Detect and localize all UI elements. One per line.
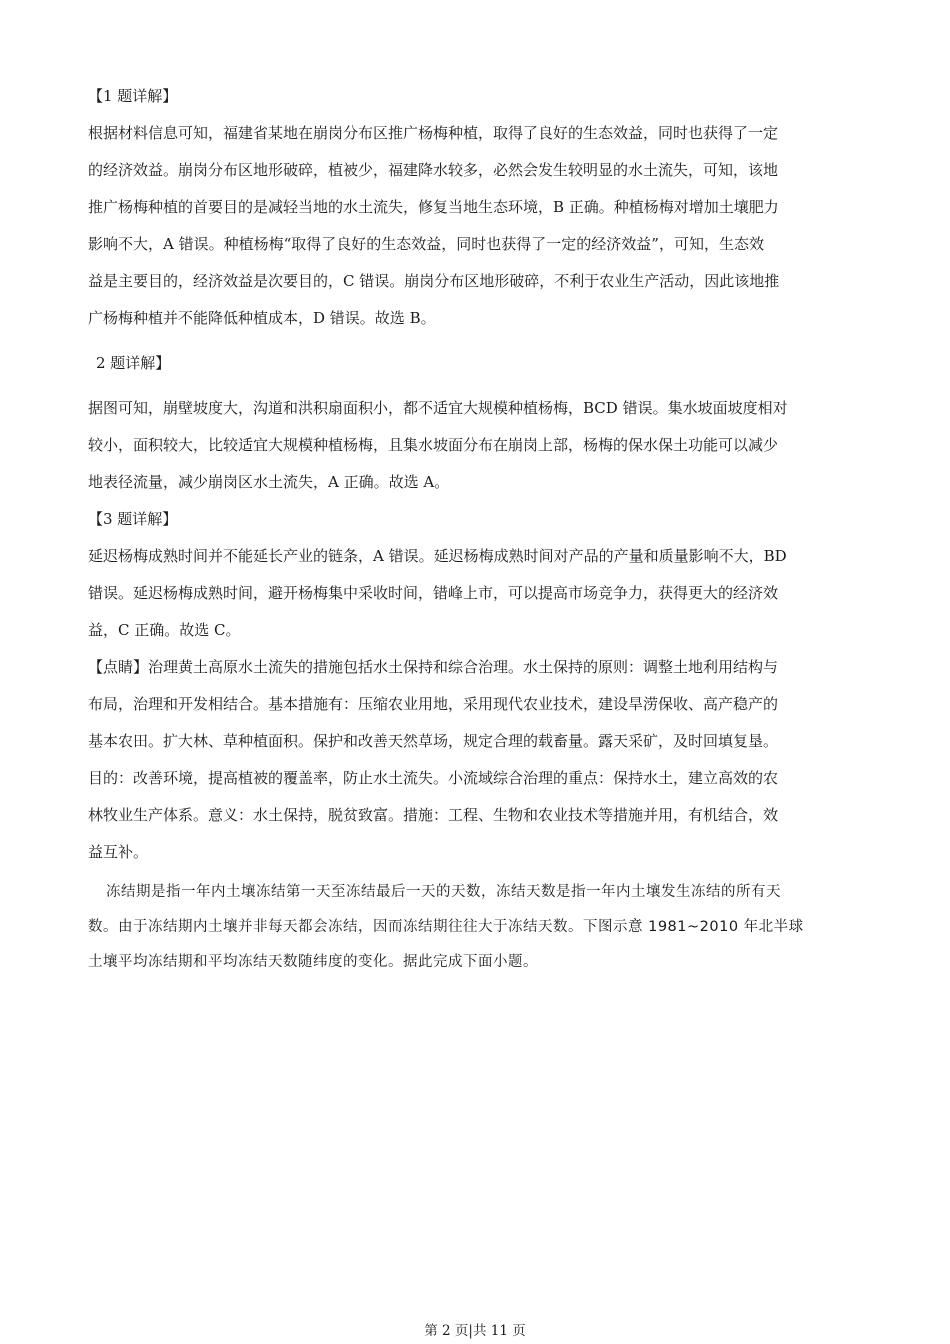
section3-line-3: 益，C 正确。故选 C。 [88,621,241,639]
tip-label: 【点睛】 [88,658,149,676]
tip-line-1 [88,649,864,686]
tip-line-6: 益互补。 [88,843,149,861]
section3-line-2: 错误。延迟杨梅成熟时间，避开杨梅集中采收时间，错峰上市，可以提高市场竞争力，获得更大的经济效 [88,584,779,602]
page-footer: 第 2 页|共 11 页 [424,1323,526,1339]
section2-line-2: 较小，面积较大，比较适宜大规模种植杨梅，且集水坡面分布在崩岗上部，杨梅的保水保土功能可以减少 [88,436,779,454]
section1-line-5: 益是主要目的，经济效益是次要目的，C 错误。崩岗分布区地形破碎，不利于农业生产活动，因此该地推 [88,272,780,290]
section1-line-6: 广杨梅种植并不能降低种植成本，D 错误。故选 B。 [88,309,436,327]
tip-line-4: 目的：改善环境，提高植被的覆盖率，防止水土流失。小流域综合治理的重点：保持水土，建立高效的农 [88,769,779,787]
passage-line-1: 冻结期是指一年内土壤冻结第一天至冻结最后一天的天数，冻结天数是指一年内土壤发生冻结的所有天 [106,884,781,900]
section1-line-1: 根据材料信息可知，福建省某地在崩岗分布区推广杨梅种植，取得了良好的生态效益，同时也获得了一定 [88,124,779,142]
tip-line-5: 林牧业生产体系。意义：水土保持，脱贫致富。措施：工程、生物和农业技术等措施并用，有机结合，效 [88,806,779,824]
section1-heading: 【1 题详解】 [88,87,178,105]
section2-line-1: 据图可知，崩壁坡度大，沟道和洪积扇面积小，都不适宜大规模种植杨梅，BCD 错误。集水坡面坡度相对 [88,399,788,417]
section3-line-1: 延迟杨梅成熟时间并不能延长产业的链条，A 错误。延迟杨梅成熟时间对产品的产量和质量影响不大，BD [88,547,787,565]
tip-line-2: 布局，治理和开发相结合。基本措施有：压缩农业用地，采用现代农业技术，建设旱涝保收、高产稳产的 [88,695,779,713]
section2-heading: 2 题详解】 [96,354,171,372]
passage-line-2: 数。由于冻结期内土壤并非每天都会冻结，因而冻结期往往大于冻结天数。下图示意 1981~2010 年北半球 [88,919,804,935]
section1-line-2: 的经济效益。崩岗分布区地形破碎，植被少，福建降水较多，必然会发生较明显的水土流失，可知，该地 [88,161,779,179]
section3-heading: 【3 题详解】 [88,510,178,528]
section1-line-4: 影响不大，A 错误。种植杨梅“取得了良好的生态效益，同时也获得了一定的经济效益”，可知，生态效 [88,235,764,253]
passage-line-3: 土壤平均冻结期和平均冻结天数随纬度的变化。据此完成下面小题。 [88,954,538,970]
section1-line-3: 推广杨梅种植的首要目的是减轻当地的水土流失，修复当地生态环境，B 正确。种植杨梅对增加土壤肥力 [88,198,779,216]
tip-line-1-text: 治理黄土高原水土流失的措施包括水土保持和综合治理。水土保持的原则：调整土地利用结构与 [148,658,779,676]
section2-line-3: 地表径流量，减少崩岗区水土流失，A 正确。故选 A。 [88,473,450,491]
passage [88,875,864,980]
document-page [88,78,864,980]
tip-line-3: 基本农田。扩大林、草种植面积。保护和改善天然草场，规定合理的载畜量。露天采矿，及时回填复垦。 [88,732,779,750]
